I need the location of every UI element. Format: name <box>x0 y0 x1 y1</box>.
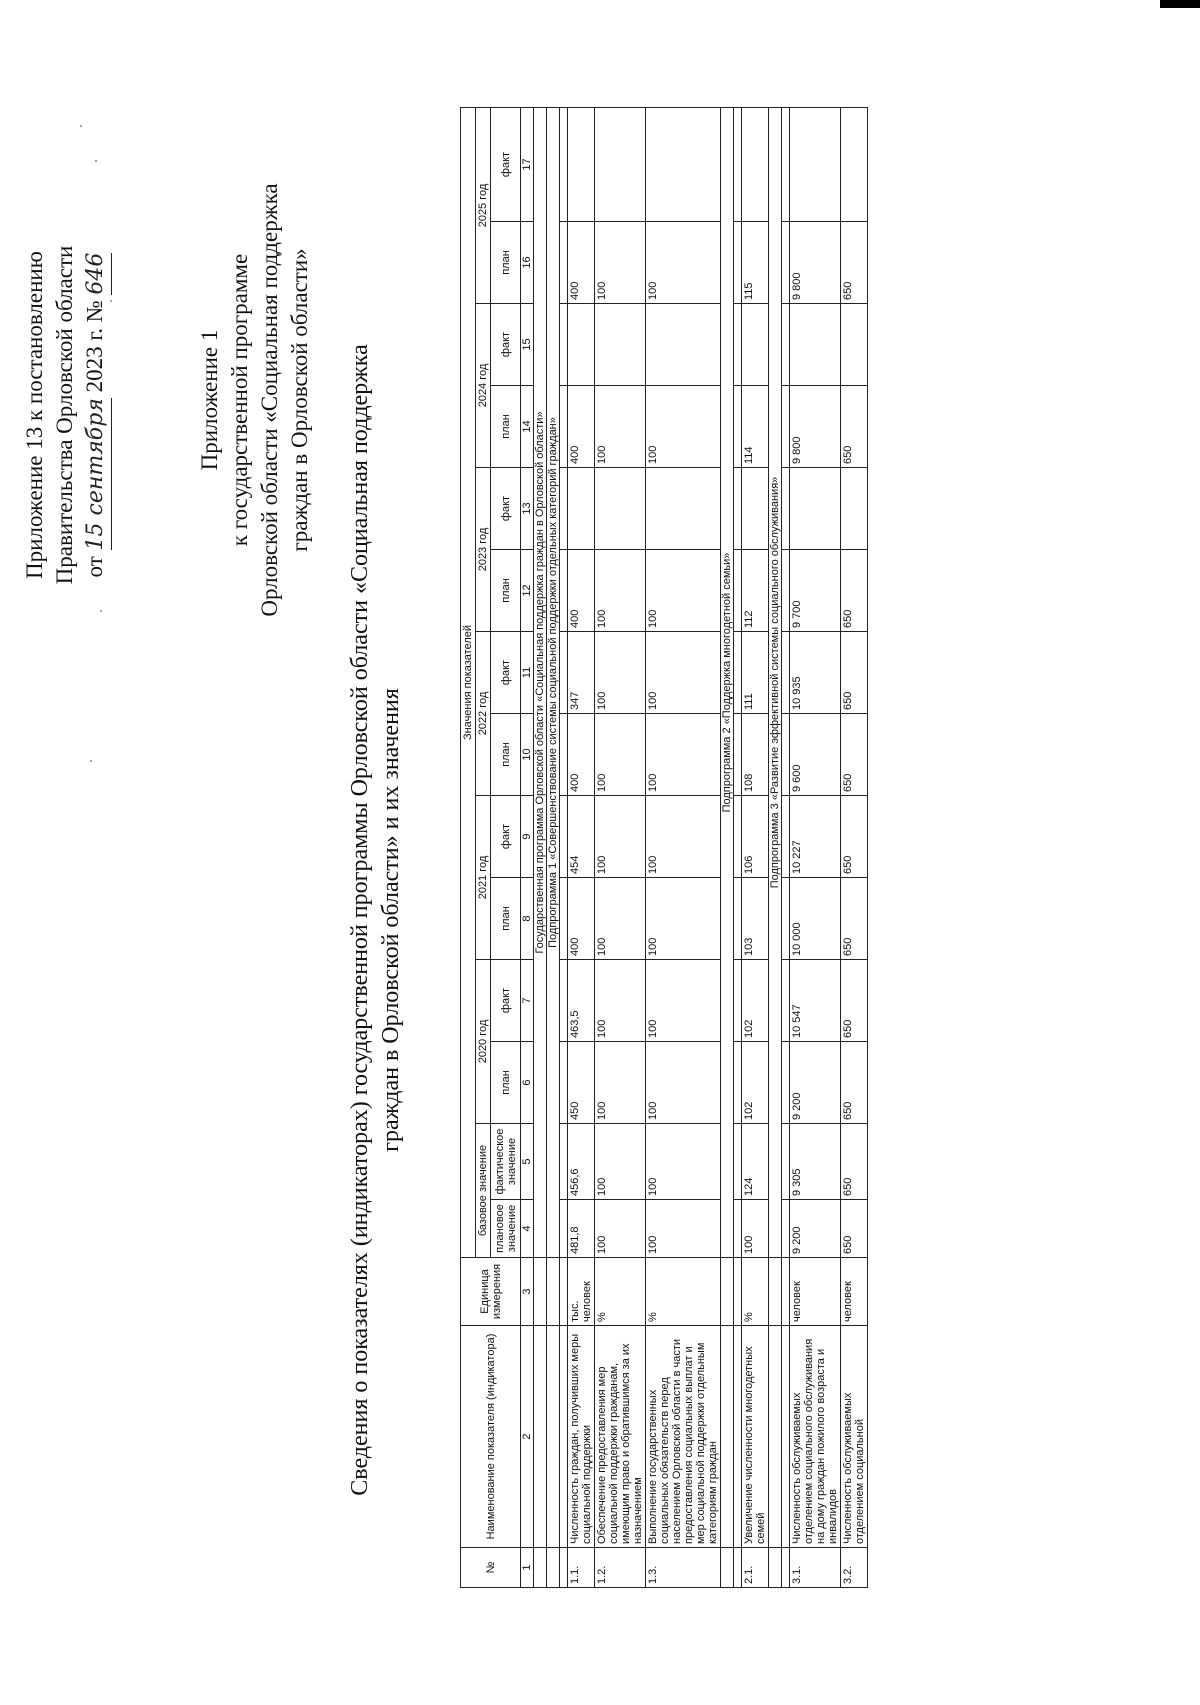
indicator-value: 100 <box>646 1042 721 1124</box>
indicator-value: 100 <box>595 878 646 960</box>
empty-cell <box>547 1548 560 1588</box>
indicator-value: 100 <box>595 550 646 632</box>
indicator-value: 650 <box>841 878 868 960</box>
indicator-value: 400 <box>568 878 595 960</box>
indicator-value: 100 <box>595 1200 646 1258</box>
indicator-value: 10 000 <box>790 878 841 960</box>
header-unit: Единица измерения <box>461 1258 521 1326</box>
indicator-value: 650 <box>841 960 868 1042</box>
indicator-value: 10 227 <box>790 796 841 878</box>
indicator-row <box>646 107 721 1587</box>
indicator-value <box>790 468 841 550</box>
empty-cell <box>560 1124 568 1200</box>
indicator-value: 400 <box>568 386 595 468</box>
empty-cell <box>560 386 568 468</box>
empty-cell <box>534 1258 547 1326</box>
subprogram-title: Подпрограмма 3 «Развитие эффективной системы социального обслуживания» <box>769 107 782 1257</box>
indicator-value: 100 <box>646 1124 721 1200</box>
empty-cell <box>734 1548 742 1588</box>
indicator-value: 454 <box>568 796 595 878</box>
indicator-name: Выполнение государственных социальных обязательств перед населением Орловской области в части предоставления социальных выплат и мер социальной поддержки отдельным категориям граждан <box>646 1326 721 1548</box>
indicator-unit: % <box>742 1258 769 1326</box>
indicator-unit: тыс. человек <box>568 1258 595 1326</box>
empty-cell <box>734 960 742 1042</box>
column-number-row <box>521 107 534 1587</box>
header-base-plan: плановое значение <box>491 1200 521 1258</box>
empty-cell <box>734 1326 742 1548</box>
empty-cell <box>560 960 568 1042</box>
subprogram-title: Подпрограмма 2 «Поддержка многодетной семьи» <box>721 107 734 1257</box>
indicator-value: 9 800 <box>790 222 841 304</box>
header-year-2024: 2024 год <box>476 304 491 468</box>
empty-cell <box>782 632 790 714</box>
indicator-value: 650 <box>841 1042 868 1124</box>
indicator-value <box>568 468 595 550</box>
indicators-table <box>460 107 868 1588</box>
empty-cell <box>734 107 742 221</box>
indicator-row <box>841 107 868 1587</box>
indicator-value: 10 935 <box>790 632 841 714</box>
header-plan: план <box>491 222 521 304</box>
column-number: 3 <box>521 1258 534 1326</box>
empty-cell <box>734 878 742 960</box>
page-title <box>345 270 407 1570</box>
rotated-page <box>20 70 1140 1650</box>
indicator-value: 100 <box>595 1042 646 1124</box>
indicator-value: 100 <box>595 222 646 304</box>
empty-cell <box>534 1548 547 1588</box>
column-number: 7 <box>521 960 534 1042</box>
handwritten-date: 15 сентября <box>81 398 112 550</box>
empty-cell <box>782 1258 790 1326</box>
column-number: 2 <box>521 1326 534 1548</box>
indicator-unit: человек <box>790 1258 841 1326</box>
empty-cell <box>734 796 742 878</box>
indicator-unit: % <box>595 1258 646 1326</box>
empty-cell <box>560 468 568 550</box>
state-program-title: Государственная программа Орловской области «Социальная поддержка граждан в Орловской области» <box>534 107 547 1257</box>
indicator-value: 100 <box>646 632 721 714</box>
spacer-row <box>734 107 742 1587</box>
indicator-value: 10 547 <box>790 960 841 1042</box>
program-line-4: граждан в Орловской области» <box>287 248 312 552</box>
empty-cell <box>782 1042 790 1124</box>
indicator-row <box>595 107 646 1587</box>
indicator-value <box>646 304 721 386</box>
header-plan: план <box>491 1042 521 1124</box>
state-program-row <box>534 107 547 1587</box>
indicator-name: Численность обслуживаемых отделением социального обслуживания на дому граждан пожилого возраста и инвалидов <box>790 1326 841 1548</box>
indicator-value <box>646 468 721 550</box>
indicator-name: Численность обслуживаемых отделением социальной <box>841 1326 868 1548</box>
indicator-value: 650 <box>841 714 868 796</box>
empty-cell <box>560 304 568 386</box>
program-line-2: к государственной программе <box>227 253 252 547</box>
header-plan: план <box>491 714 521 796</box>
header-year-2025: 2025 год <box>476 107 491 303</box>
indicator-value: 100 <box>646 222 721 304</box>
indicator-number: 2.1. <box>742 1548 769 1588</box>
indicator-value: 347 <box>568 632 595 714</box>
empty-cell <box>782 960 790 1042</box>
header-name: Наименование показателя (индикатора) <box>461 1326 521 1548</box>
indicator-value <box>646 107 721 221</box>
date-year: 2023 г. № <box>82 300 107 393</box>
indicator-value: 112 <box>742 550 769 632</box>
empty-cell <box>782 107 790 221</box>
indicator-row <box>742 107 769 1587</box>
column-number: 1 <box>521 1548 534 1588</box>
empty-cell <box>782 468 790 550</box>
empty-cell <box>782 1326 790 1548</box>
empty-cell <box>782 1124 790 1200</box>
subprogram-row <box>769 107 782 1587</box>
indicator-value <box>742 304 769 386</box>
subprogram-title: Подпрограмма 1 «Совершенствование системы социальной поддержки отдельных категорий граждан» <box>547 107 560 1257</box>
header-num: № <box>461 1548 521 1588</box>
empty-cell <box>560 1200 568 1258</box>
indicator-value <box>841 304 868 386</box>
appendix-line-3 <box>80 180 112 650</box>
empty-cell <box>782 222 790 304</box>
indicator-number: 1.3. <box>646 1548 721 1588</box>
indicator-value: 100 <box>646 1200 721 1258</box>
indicator-value: 9 305 <box>790 1124 841 1200</box>
resolution-appendix-header <box>20 180 112 650</box>
empty-cell <box>534 1326 547 1548</box>
empty-cell <box>560 107 568 221</box>
empty-cell <box>734 1200 742 1258</box>
indicator-name: Обеспечение предоставления мер социальной поддержки гражданам, имеющим право и обратившимся за их назначением <box>595 1326 646 1548</box>
indicator-value: 100 <box>595 714 646 796</box>
indicator-number: 1.2. <box>595 1548 646 1588</box>
header-fact: факт <box>491 304 521 386</box>
column-number: 13 <box>521 468 534 550</box>
header-base: базовое значение <box>476 1124 491 1258</box>
header-fact: факт <box>491 468 521 550</box>
empty-cell <box>782 304 790 386</box>
column-number: 17 <box>521 107 534 221</box>
spacer-row <box>782 107 790 1587</box>
indicator-value: 100 <box>595 632 646 714</box>
indicator-value: 9 200 <box>790 1200 841 1258</box>
indicator-value: 650 <box>841 550 868 632</box>
indicator-value: 9 800 <box>790 386 841 468</box>
indicator-value: 463,5 <box>568 960 595 1042</box>
empty-cell <box>547 1258 560 1326</box>
indicator-value: 650 <box>841 1200 868 1258</box>
empty-cell <box>734 632 742 714</box>
date-prefix: от <box>82 556 107 578</box>
empty-cell <box>769 1548 782 1588</box>
indicator-value: 100 <box>595 796 646 878</box>
empty-cell <box>782 796 790 878</box>
indicator-value: 650 <box>841 1124 868 1200</box>
indicator-value: 9 200 <box>790 1042 841 1124</box>
indicator-value: 400 <box>568 714 595 796</box>
empty-cell <box>734 714 742 796</box>
indicator-value: 100 <box>595 960 646 1042</box>
scan-edge-mark <box>1160 0 1200 8</box>
column-number: 5 <box>521 1124 534 1200</box>
empty-cell <box>734 1042 742 1124</box>
spacer-row <box>560 107 568 1587</box>
indicator-value: 102 <box>742 960 769 1042</box>
indicator-value <box>568 107 595 221</box>
program-appendix-header <box>195 180 315 620</box>
indicator-value: 100 <box>646 796 721 878</box>
indicator-value: 400 <box>568 222 595 304</box>
indicator-value: 650 <box>841 632 868 714</box>
indicator-value: 100 <box>646 960 721 1042</box>
indicator-value <box>595 468 646 550</box>
empty-cell <box>782 550 790 632</box>
subprogram-row <box>547 107 560 1587</box>
indicator-row <box>790 107 841 1587</box>
indicator-value <box>595 107 646 221</box>
indicator-value <box>790 304 841 386</box>
header-year-2023: 2023 год <box>476 468 491 632</box>
empty-cell <box>721 1548 734 1588</box>
empty-cell <box>560 222 568 304</box>
empty-cell <box>734 304 742 386</box>
empty-cell <box>547 1326 560 1548</box>
column-number: 11 <box>521 632 534 714</box>
empty-cell <box>721 1326 734 1548</box>
title-line-1: Сведения о показателях (индикаторах) государственной программы Орловской области «Социальная поддержка <box>347 344 373 1496</box>
empty-cell <box>734 550 742 632</box>
header-fact: факт <box>491 107 521 221</box>
empty-cell <box>782 714 790 796</box>
indicator-value: 100 <box>742 1200 769 1258</box>
indicator-value <box>841 107 868 221</box>
indicator-value: 102 <box>742 1042 769 1124</box>
empty-cell <box>560 796 568 878</box>
empty-cell <box>769 1326 782 1548</box>
empty-cell <box>560 550 568 632</box>
indicator-number: 1.1. <box>568 1548 595 1588</box>
indicator-value: 100 <box>646 878 721 960</box>
indicator-value: 103 <box>742 878 769 960</box>
indicator-value <box>742 468 769 550</box>
appendix-line-2: Правительства Орловской области <box>52 245 77 585</box>
indicator-value: 106 <box>742 796 769 878</box>
column-number: 16 <box>521 222 534 304</box>
indicator-name: Численность граждан, получивших меры социальной поддержки <box>568 1326 595 1548</box>
indicator-value: 650 <box>841 222 868 304</box>
header-plan: план <box>491 386 521 468</box>
indicator-value: 124 <box>742 1124 769 1200</box>
empty-cell <box>734 386 742 468</box>
empty-cell <box>560 1042 568 1124</box>
indicator-value: 100 <box>646 386 721 468</box>
indicator-value <box>595 304 646 386</box>
header-base-fact: фактическое значение <box>491 1124 521 1200</box>
indicator-value <box>742 107 769 221</box>
empty-cell <box>782 1200 790 1258</box>
column-number: 12 <box>521 550 534 632</box>
header-fact: факт <box>491 632 521 714</box>
empty-cell <box>734 222 742 304</box>
indicator-value: 650 <box>841 796 868 878</box>
header-plan: план <box>491 550 521 632</box>
indicator-name: Увеличение численности многодетных семей <box>742 1326 769 1548</box>
header-year-2022: 2022 год <box>476 632 491 796</box>
program-line-1: Приложение 1 <box>197 329 222 471</box>
indicator-value: 114 <box>742 386 769 468</box>
indicator-unit: человек <box>841 1258 868 1326</box>
indicator-value <box>790 107 841 221</box>
empty-cell <box>782 878 790 960</box>
column-number: 15 <box>521 304 534 386</box>
indicators-body <box>521 107 868 1587</box>
indicator-value: 108 <box>742 714 769 796</box>
indicator-value: 456,6 <box>568 1124 595 1200</box>
indicator-value: 9 600 <box>790 714 841 796</box>
empty-cell <box>560 1548 568 1588</box>
column-number: 9 <box>521 796 534 878</box>
empty-cell <box>734 1258 742 1326</box>
header-plan: план <box>491 878 521 960</box>
indicator-value: 100 <box>646 714 721 796</box>
indicator-number: 3.2. <box>841 1548 868 1588</box>
program-line-3: Орловской области «Социальная поддержка <box>257 183 282 617</box>
column-number: 8 <box>521 878 534 960</box>
indicator-value: 100 <box>595 386 646 468</box>
indicator-value <box>568 304 595 386</box>
indicator-number: 3.1. <box>790 1548 841 1588</box>
header-fact: факт <box>491 960 521 1042</box>
indicator-value: 100 <box>595 1124 646 1200</box>
title-line-2: граждан в Орловской области» и их значения <box>378 688 404 1152</box>
indicator-value: 481,8 <box>568 1200 595 1258</box>
header-fact: факт <box>491 796 521 878</box>
handwritten-number: 646 <box>81 253 112 295</box>
indicator-value: 115 <box>742 222 769 304</box>
column-number: 6 <box>521 1042 534 1124</box>
column-number: 4 <box>521 1200 534 1258</box>
indicator-value: 111 <box>742 632 769 714</box>
indicator-value: 450 <box>568 1042 595 1124</box>
empty-cell <box>560 632 568 714</box>
empty-cell <box>734 1124 742 1200</box>
indicator-value: 400 <box>568 550 595 632</box>
subprogram-row <box>721 107 734 1587</box>
indicator-value: 650 <box>841 386 868 468</box>
empty-cell <box>721 1258 734 1326</box>
column-number: 10 <box>521 714 534 796</box>
header-year-2021: 2021 год <box>476 796 491 960</box>
header-year-2020: 2020 год <box>476 960 491 1124</box>
empty-cell <box>560 1326 568 1548</box>
indicator-value: 100 <box>646 550 721 632</box>
indicator-value <box>841 468 868 550</box>
empty-cell <box>769 1258 782 1326</box>
empty-cell <box>782 386 790 468</box>
indicator-unit: % <box>646 1258 721 1326</box>
appendix-line-1: Приложение 13 к постановлению <box>22 251 47 579</box>
column-number: 14 <box>521 386 534 468</box>
empty-cell <box>560 878 568 960</box>
header-values-group: Значения показателей <box>461 107 476 1257</box>
empty-cell <box>560 714 568 796</box>
indicator-row <box>568 107 595 1587</box>
empty-cell <box>734 468 742 550</box>
indicator-value: 9 700 <box>790 550 841 632</box>
empty-cell <box>782 1548 790 1588</box>
empty-cell <box>560 1258 568 1326</box>
